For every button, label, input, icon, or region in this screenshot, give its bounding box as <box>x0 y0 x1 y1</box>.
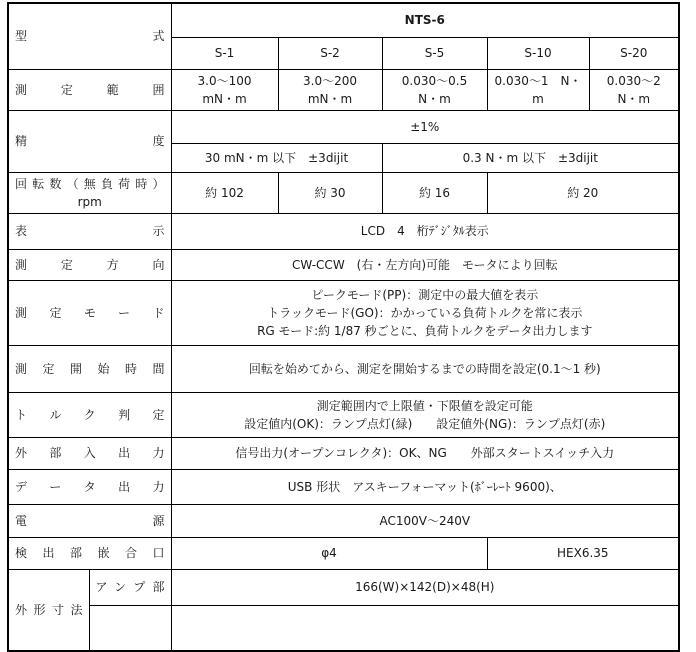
mode-peak: ピークモード(PP)：測定中の最大値を表示 <box>311 287 539 302</box>
fitting-round: φ4 <box>171 537 487 569</box>
row-ext-io <box>8 437 679 469</box>
dimensions-sub-label-clipped <box>89 605 171 651</box>
row-data-out <box>8 469 679 504</box>
row-fitting <box>8 537 679 569</box>
row-label-data-out: データ出力 <box>8 469 171 504</box>
row-dimensions-clipped <box>8 605 679 651</box>
range-s5: 0.030～0.5 N・m <box>382 69 487 110</box>
torque-judge-value <box>171 392 679 437</box>
start-time-value: 回転を始めてから、測定を開始するまでの時間を設定(0.1～1 秒) <box>171 345 679 392</box>
row-torque-judge <box>8 392 679 437</box>
row-accuracy-overall <box>8 110 679 143</box>
range-s2: 3.0～200 mN・m <box>278 69 382 110</box>
mode-track: トラックモード(GO)：かかっている負荷トルクを常に表示 <box>267 305 583 320</box>
dimensions-amp-value: 166(W)×142(D)×48(H) <box>171 569 679 605</box>
row-direction <box>8 249 679 280</box>
rpm-s10-s20: 約 20 <box>487 172 679 213</box>
rpm-s2: 約 30 <box>278 172 382 213</box>
accuracy-overall: ±1% <box>171 110 679 143</box>
direction-value: CW-CCW (右・左方向)可能 モータにより回転 <box>171 249 679 280</box>
power-value: AC100V～240V <box>171 504 679 537</box>
row-label-mode: 測定モード <box>8 280 171 345</box>
dimensions-clipped-value <box>171 605 679 651</box>
row-label-power: 電源 <box>8 504 171 537</box>
spec-table <box>7 2 680 652</box>
variant-s5: S-5 <box>382 37 487 69</box>
mode-rg: RG モード:約 1/87 秒ごとに、負荷トルクをデータ出力します <box>257 323 593 338</box>
row-power <box>8 504 679 537</box>
variant-s20: S-20 <box>589 37 679 69</box>
spec-sheet-page <box>0 2 696 617</box>
display-value: LCD 4 桁ﾃﾞｼﾞﾀﾙ表示 <box>171 213 679 249</box>
range-s1: 3.0～100 mN・m <box>171 69 278 110</box>
rpm-s1: 約 102 <box>171 172 278 213</box>
fitting-hex: HEX6.35 <box>487 537 679 569</box>
product-title: NTS-6 <box>171 3 679 37</box>
row-label-ext-io: 外部入出力 <box>8 437 171 469</box>
row-product <box>8 3 679 37</box>
row-label-dimensions: 外形寸法 <box>8 569 89 651</box>
range-s10: 0.030～1 N・m <box>487 69 589 110</box>
row-range <box>8 69 679 110</box>
row-label-direction: 測定方向 <box>8 249 171 280</box>
row-label-start-time: 測定開始時間 <box>8 345 171 392</box>
row-label-rpm <box>8 172 171 213</box>
row-rpm <box>8 172 679 213</box>
variant-s2: S-2 <box>278 37 382 69</box>
ext-io-value: 信号出力(オープンコレクタ)：OK、NG 外部スタートスイッチ入力 <box>171 437 679 469</box>
dimensions-sub-label-amp: アンプ部 <box>89 569 171 605</box>
variant-s10: S-10 <box>487 37 589 69</box>
variant-s1: S-1 <box>171 37 278 69</box>
accuracy-high-range: 0.3 N・m 以下 ±3dijit <box>382 143 679 172</box>
rpm-s5: 約 16 <box>382 172 487 213</box>
data-out-value: USB 形状 アスキーフォーマット(ﾎﾞｰﾚｰﾄ 9600)、 <box>171 469 679 504</box>
accuracy-low-range: 30 mN・m 以下 ±3dijit <box>171 143 382 172</box>
range-s20: 0.030～2 N・m <box>589 69 679 110</box>
row-label-display: 表示 <box>8 213 171 249</box>
row-mode <box>8 280 679 345</box>
rpm-label-unit: rpm <box>77 194 102 209</box>
row-label-model: 型式 <box>8 3 171 69</box>
row-label-torque-judge: トルク判定 <box>8 392 171 437</box>
torque-judge-range: 測定範囲内で上限値・下限値を設定可能 <box>316 398 533 413</box>
mode-value <box>171 280 679 345</box>
rpm-label-main: 回転数（無負荷時） <box>15 176 165 191</box>
row-label-range: 測定範囲 <box>8 69 171 110</box>
row-dimensions-amp <box>8 569 679 605</box>
row-label-accuracy: 精度 <box>8 110 171 172</box>
row-start-time <box>8 345 679 392</box>
torque-judge-lamps: 設定値内(OK)：ランプ点灯(緑) 設定値外(NG)：ランプ点灯(赤) <box>244 416 606 431</box>
row-label-fitting: 検出部嵌合口 <box>8 537 171 569</box>
row-display <box>8 213 679 249</box>
